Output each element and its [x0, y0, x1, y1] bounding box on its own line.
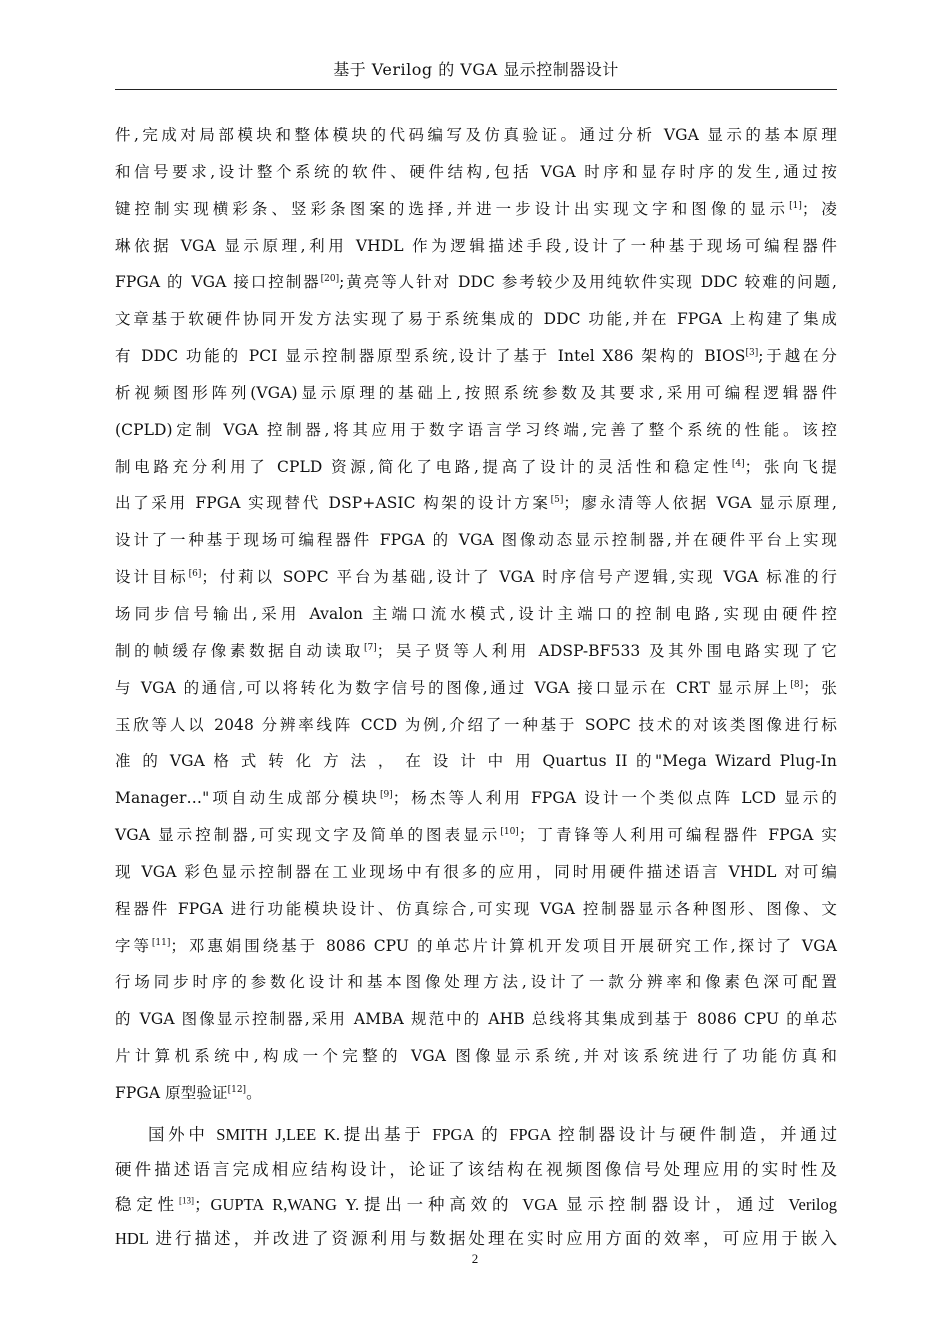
text-run: 字等	[115, 936, 152, 955]
text-line	[115, 264, 837, 301]
text-run: 和信号要求,设计整个系统的软件、硬件结构,包括 VGA 时序和显存时序的发生,通过按	[115, 162, 837, 181]
text-run: ；吴子贤等人利用 ADSP-BF533 及其外围电路实现了它	[376, 641, 837, 660]
text-line	[115, 301, 837, 338]
text-run: 程器件 FPGA 进行功能模块设计、仿真综合,可实现 VGA 控制器显示各种图形、图像、文	[115, 899, 837, 918]
text-line	[115, 817, 837, 854]
text-line	[115, 559, 837, 596]
text-run: 键控制实现横彩条、竖彩条图案的选择,并进一步设计出实现文字和图像的显示	[115, 199, 790, 218]
text-line	[115, 154, 837, 191]
text-line	[115, 780, 837, 817]
citation-9: [9]	[379, 790, 393, 801]
text-run: 稳定性	[115, 1194, 180, 1214]
text-run: 准 的 VGA 格 式 转 化 方 法 ， 在 设 计 中 用 Quartus II 的"Mega Wizard Plug-In	[115, 752, 837, 771]
text-run: Manager…"项自动生成部分模块	[115, 789, 380, 808]
citation-12: [12]	[227, 1084, 247, 1095]
text-line	[115, 338, 837, 375]
text-run: FPGA 原型验证	[115, 1083, 228, 1102]
text-run: ；凌	[801, 199, 837, 218]
text-run: ；张向飞提	[744, 457, 837, 476]
text-run: 琳依据 VGA 显示原理,利用 VHDL 作为逻辑描述手段,设计了一种基于现场可编程器件	[115, 236, 837, 255]
text-run: 。	[246, 1083, 262, 1102]
citation-5: [5]	[550, 495, 564, 506]
text-run: 设计目标	[115, 568, 189, 587]
text-run: 制电路充分利用了 CPLD 资源,简化了电路,提高了设计的灵活性和稳定性	[115, 457, 732, 476]
text-line	[115, 707, 837, 744]
text-line	[115, 928, 837, 965]
citation-10: [10]	[500, 826, 519, 837]
paragraph-literature-review-foreign	[115, 1118, 837, 1258]
body-text	[115, 117, 837, 1257]
text-line	[115, 854, 837, 891]
text-line	[115, 1001, 837, 1038]
text-run: ;于越在分	[758, 347, 837, 366]
text-run: 设计了一种基于现场可编程器件 FPGA 的 VGA 图像动态显示控制器,并在硬件平台上实现	[115, 531, 837, 550]
citation-7: [7]	[364, 642, 377, 653]
text-run: 玉欣等人以 2048 分辨率线阵 CCD 为例,介绍了一种基于 SOPC 技术的对该类图像进行标	[115, 715, 837, 734]
text-line	[115, 228, 837, 265]
text-run: ；张	[803, 678, 837, 697]
citation-13: [13]	[179, 1195, 195, 1206]
header-divider	[115, 89, 837, 90]
text-line	[115, 1118, 837, 1153]
text-run: 文章基于软硬件协同开发方法实现了易于系统集成的 DDC 功能,并在 FPGA 上构建了集成	[115, 310, 837, 329]
text-line	[115, 964, 837, 1001]
text-line	[115, 485, 837, 522]
text-run: (CPLD)定制 VGA 控制器,将其应用于数字语言学习终端,完善了整个系统的性能。该控	[115, 420, 837, 439]
text-run: 硬件描述语言完成相应结构设计，论证了该结构在视频图像信号处理应用的实时性及	[115, 1159, 837, 1179]
text-run: ；丁青锋等人利用可编程器件 FPGA 实	[518, 826, 837, 845]
citation-20: [20]	[320, 274, 340, 285]
text-run: 与 VGA 的通信,可以将转化为数字信号的图像,通过 VGA 接口显示在 CRT 显示屏上	[115, 678, 791, 697]
text-run: 场同步信号输出,采用 Avalon 主端口流水模式,设计主端口的控制电路,实现由硬件控	[115, 604, 837, 623]
citation-4: [4]	[731, 458, 745, 469]
citation-8: [8]	[790, 679, 804, 690]
text-line	[115, 449, 837, 486]
text-run: 国外中 SMITH J,LEE K.提出基于 FPGA 的 FPGA 控制器设计与硬件制造，并通过	[148, 1124, 837, 1144]
text-run: 件,完成对局部模块和整体模块的代码编写及仿真验证。通过分析 VGA 显示的基本原理	[115, 126, 837, 144]
text-run: 制的帧缓存像素数据自动读取	[115, 641, 365, 660]
text-run: ；邓惠娟围绕基于 8086 CPU 的单芯片计算机开发项目开展研究工作,探讨了 VGA	[170, 936, 837, 955]
paragraph-literature-review-domestic	[115, 117, 837, 1112]
text-run: ；廖永清等人依据 VGA 显示原理,	[563, 494, 837, 513]
text-run: 行场同步时序的参数化设计和基本图像处理方法,设计了一款分辨率和像素色深可配置	[115, 973, 837, 992]
citation-3: [3]	[745, 347, 759, 358]
text-run: ；GUPTA R,WANG Y.提出一种高效的 VGA 显示控制器设计，通过 Verilog	[194, 1194, 838, 1214]
text-run: 片计算机系统中,构成一个完整的 VGA 图像显示系统,并对该系统进行了功能仿真和	[115, 1047, 837, 1066]
text-line	[115, 1038, 837, 1075]
text-run: ；付莉以 SOPC 平台为基础,设计了 VGA 时序信号产逻辑,实现 VGA 标准的行	[201, 568, 838, 587]
citation-1: [1]	[789, 200, 802, 211]
text-run: 现 VGA 彩色显示控制器在工业现场中有很多的应用，同时用硬件描述语言 VHDL 对可编	[115, 862, 837, 881]
text-run: ；杨杰等人利用 FPGA 设计一个类似点阵 LCD 显示的	[392, 789, 837, 808]
text-run: FPGA 的 VGA 接口控制器	[115, 273, 321, 292]
text-line	[115, 670, 837, 707]
text-line	[115, 891, 837, 928]
text-run: 出了采用 FPGA 实现替代 DSP+ASIC 构架的设计方案	[115, 494, 551, 513]
text-line	[115, 1153, 837, 1188]
text-run: ;黄亮等人针对 DDC 参考较少及用纯软件实现 DDC 较难的问题,	[339, 273, 837, 292]
text-line-last	[115, 1075, 837, 1112]
text-run: VGA 显示控制器,可实现文字及简单的图表显示	[115, 826, 501, 845]
text-line	[115, 412, 837, 449]
text-line	[115, 633, 837, 670]
text-run: 析视频图形阵列(VGA)显示原理的基础上,按照系统参数及其要求,采用可编程逻辑器件	[115, 383, 837, 402]
text-run: 有 DDC 功能的 PCI 显示控制器原型系统,设计了基于 Intel X86 架构的 BIOS	[115, 347, 746, 366]
text-line	[115, 596, 837, 633]
page-number: 2	[471, 1251, 479, 1266]
text-run: HDL 进行描述，并改进了资源利用与数据处理在实时应用方面的效率，可应用于嵌入	[115, 1229, 837, 1249]
citation-11: [11]	[151, 937, 171, 948]
text-line	[115, 117, 837, 154]
text-line	[115, 522, 837, 559]
text-run: 的 VGA 图像显示控制器,采用 AMBA 规范中的 AHB 总线将其集成到基于 8086 CPU 的单芯	[115, 1010, 837, 1029]
running-header: 基于 Verilog 的 VGA 显示控制器设计	[333, 60, 619, 79]
citation-6: [6]	[188, 568, 202, 579]
text-line	[115, 375, 837, 412]
text-line	[115, 743, 837, 780]
text-line	[115, 1188, 837, 1223]
text-line	[115, 191, 837, 228]
